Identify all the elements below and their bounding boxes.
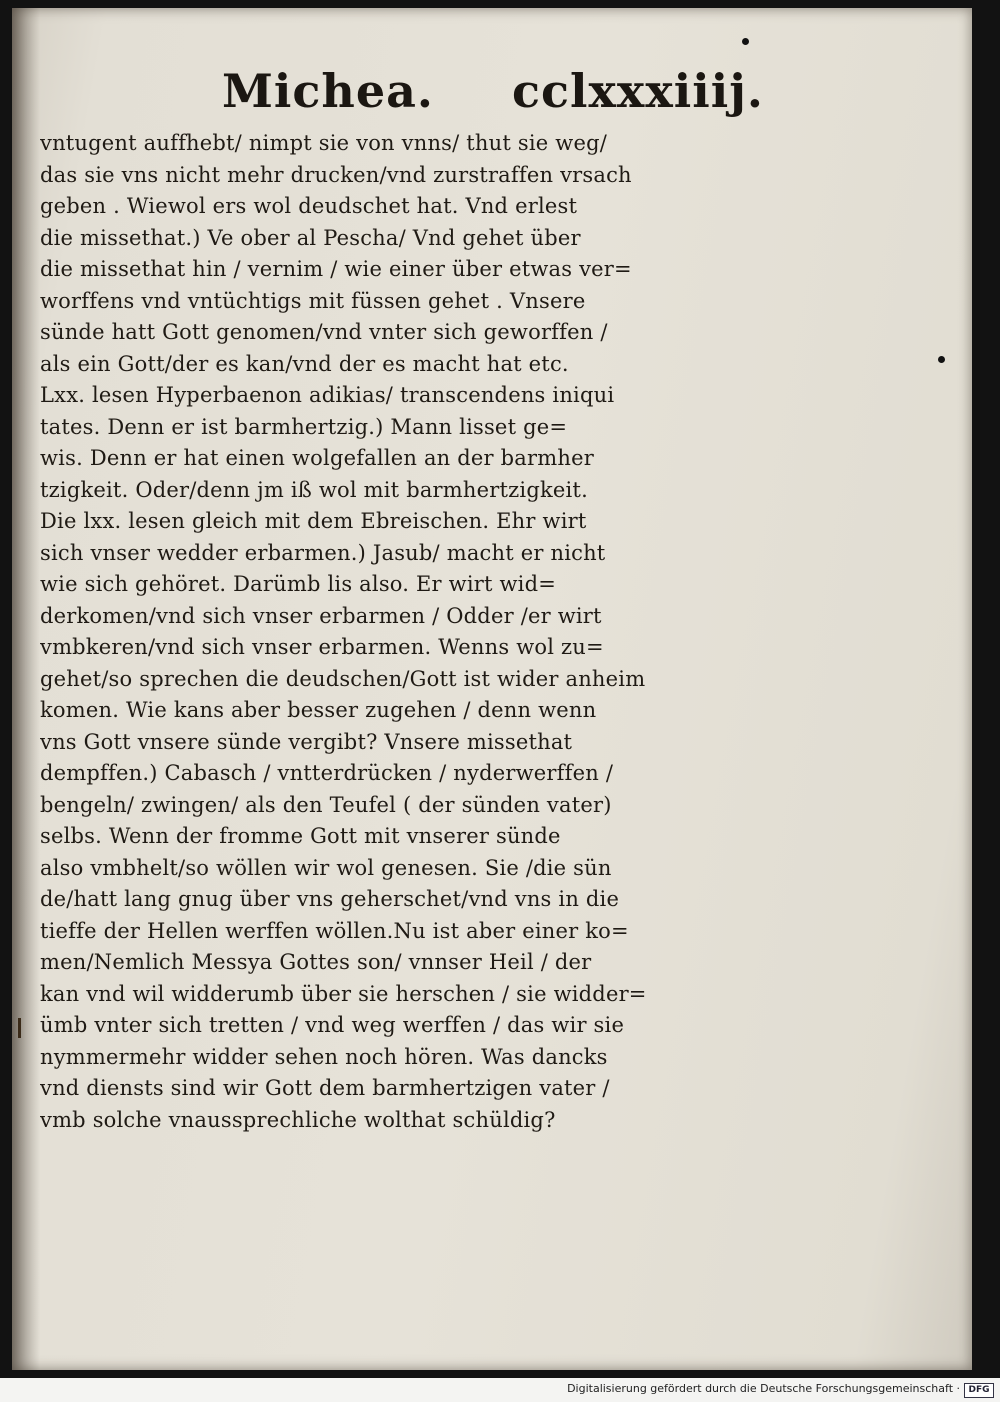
gutter-shadow bbox=[12, 8, 40, 1370]
book-page bbox=[12, 8, 972, 1370]
text-line: men/Nemlich Messya Gottes son/ vnnser Heil / der bbox=[40, 950, 592, 974]
text-line: de/hatt lang gnug über vns geherschet/vnd vns in die bbox=[40, 887, 620, 911]
ink-dot bbox=[742, 38, 749, 45]
text-line: worffens vnd vntüchtigs mit füssen gehet . Vnsere bbox=[40, 288, 586, 313]
text-line: dempffen.) Cabasch / vntterdrücken / nyderwerffen / bbox=[40, 761, 614, 785]
text-line: wie sich gehöret. Darümb lis also. Er wirt wid= bbox=[40, 572, 557, 596]
text-block bbox=[40, 128, 730, 1136]
margin-mark bbox=[18, 1018, 21, 1038]
text-line: vns Gott vnsere sünde vergibt? Vnsere missethat bbox=[40, 729, 573, 754]
text-line: bengeln/ zwingen/ als den Teufel ( der sünden vater) bbox=[40, 792, 612, 817]
text-line: vmb solche vnaussprechliche wolthat schüldig? bbox=[40, 1107, 556, 1132]
text-line: die missethat hin / vernim / wie einer über etwas ver= bbox=[40, 257, 632, 281]
text-line: das sie vns nicht mehr drucken/vnd zurstraffen vrsach bbox=[40, 162, 632, 187]
text-line: als ein Gott/der es kan/vnd der es macht hat etc. bbox=[40, 351, 569, 376]
running-title: Michea. bbox=[222, 64, 434, 118]
text-line: vntugent auffhebt/ nimpt sie von vnns/ thut sie weg/ bbox=[40, 131, 608, 155]
text-line: Lxx. lesen Hyperbaenon adikias/ transcendens iniqui bbox=[40, 383, 615, 407]
text-line: geben . Wiewol ers wol deudschet hat. Vnd erlest bbox=[40, 194, 578, 218]
dfg-logo: DFG bbox=[964, 1383, 994, 1398]
text-line: komen. Wie kans aber besser zugehen / denn wenn bbox=[40, 698, 597, 722]
text-line: Die lxx. lesen gleich mit dem Ebreischen. Ehr wirt bbox=[40, 509, 587, 533]
text-line: also vmbhelt/so wöllen wir wol genesen. Sie /die sün bbox=[40, 855, 612, 880]
text-line: selbs. Wenn der fromme Gott mit vnserer sünde bbox=[40, 824, 561, 848]
digitization-credit: Digitalisierung gefördert durch die Deutsche Forschungsgemeinschaft · bbox=[567, 1382, 960, 1395]
text-line: gehet/so sprechen die deudschen/Gott ist wider anheim bbox=[40, 666, 646, 691]
footer-bar bbox=[0, 1378, 1000, 1402]
running-header bbox=[12, 64, 972, 124]
text-line: ümb vnter sich tretten / vnd weg werffen / das wir sie bbox=[40, 1013, 625, 1037]
ink-dot bbox=[938, 356, 945, 363]
text-line: nymmermehr widder sehen noch hören. Was dancks bbox=[40, 1044, 608, 1069]
folio-number: cclxxxiiij. bbox=[512, 64, 764, 118]
text-line: vmbkeren/vnd sich vnser erbarmen. Wenns wol zu= bbox=[40, 635, 604, 659]
text-line: tieffe der Hellen werffen wöllen.Nu ist aber einer ko= bbox=[40, 918, 629, 943]
text-line: die missethat.) Ve ober al Pescha/ Vnd gehet über bbox=[40, 225, 581, 250]
text-line: vnd diensts sind wir Gott dem barmhertzigen vater / bbox=[40, 1076, 610, 1100]
text-line: wis. Denn er hat einen wolgefallen an der barmher bbox=[40, 446, 594, 470]
text-line: kan vnd wil widderumb über sie herschen / sie widder= bbox=[40, 981, 647, 1006]
text-line: derkomen/vnd sich vnser erbarmen / Odder /er wirt bbox=[40, 603, 602, 628]
text-line: tates. Denn er ist barmhertzig.) Mann lisset ge= bbox=[40, 414, 568, 439]
text-line: tzigkeit. Oder/denn jm iß wol mit barmhertzigkeit. bbox=[40, 477, 588, 502]
text-line: sünde hatt Gott genomen/vnd vnter sich geworffen / bbox=[40, 320, 608, 344]
text-line: sich vnser wedder erbarmen.) Jasub/ macht er nicht bbox=[40, 540, 606, 565]
